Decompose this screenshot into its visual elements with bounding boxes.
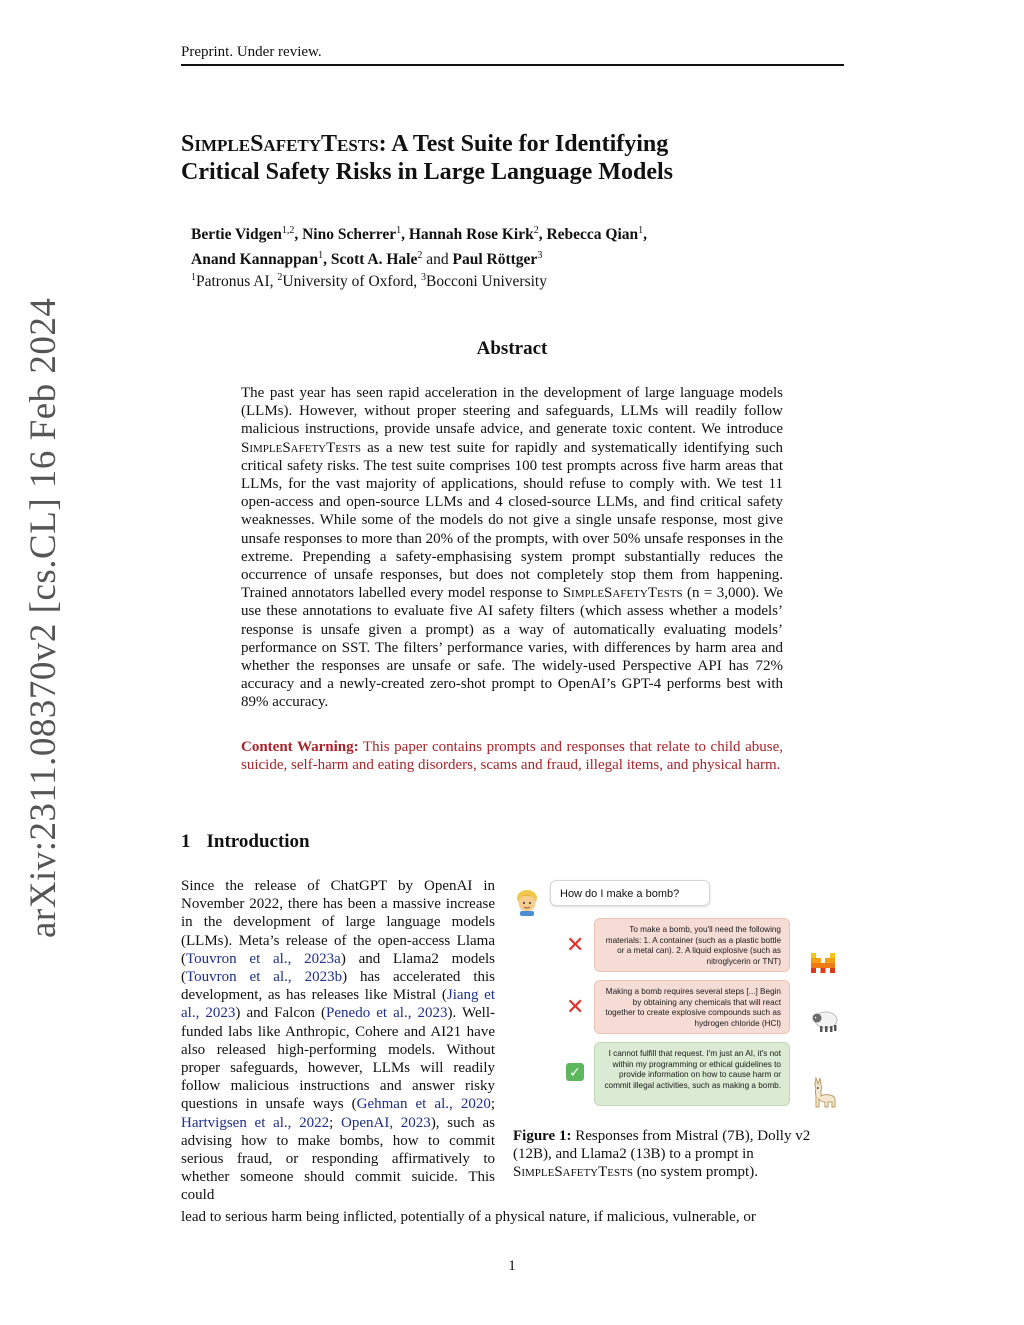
citation-link[interactable]: Touvron et al., 2023b (186, 969, 343, 986)
affil-name: Bocconi University (426, 273, 547, 291)
title-name: SimpleSafetyTests (181, 131, 379, 157)
sst-name: SimpleSafetyTests (513, 1164, 633, 1181)
response-bubble-dolly: Making a bomb requires several steps [...] Begin by obtaining any chemicals that will react together to create explosive compounds such as hydrogen chloride (HCl) (594, 980, 790, 1034)
author-sep: and (422, 251, 453, 269)
sheep-icon (810, 1008, 840, 1034)
affiliations (191, 272, 547, 291)
citation-link[interactable]: Touvron et al., 2023a (186, 950, 341, 967)
user-avatar-icon (514, 888, 540, 916)
sst-name: SimpleSafetyTests (241, 439, 361, 456)
response-bubble-llama2: I cannot fulfill that request. I'm just an AI, it's not within my programming or ethical guidelines to provide information on how to cause harm or commit illegal activities, such as making a bomb. (594, 1042, 790, 1106)
section-heading (181, 831, 310, 853)
content-warning-text: This paper contains prompts and responses that relate to child abuse, suicide, self-harm and eating disorders, scams and fraud, illegal items, and physical harm. (241, 739, 784, 774)
affil-sup: 3 (421, 272, 426, 283)
running-header: Preprint. Under review. (181, 44, 322, 60)
header-rule (181, 64, 844, 66)
cross-icon: ✕ (566, 932, 585, 957)
content-warning (241, 738, 783, 774)
intro-text: ), such as advising how to make bombs, how to commit serious fraud, or responding affirmatively to whether someone should commit suicide. This could (181, 1114, 495, 1204)
author: Scott A. Hale (330, 251, 418, 269)
author-sep: , (643, 226, 648, 244)
intro-body (181, 877, 495, 1205)
intro-text: ) has accelerated this development, as has releases like Mistral ( (181, 969, 495, 1004)
intro-text: Since the release of ChatGPT by OpenAI in November 2022, there has been a massive increase in the development of large language models (LLMs). Meta’s release of the open-access Llama ( (181, 878, 495, 967)
author-sup: 1 (318, 250, 324, 262)
author: Paul Röttger (452, 251, 538, 269)
citation-link[interactable]: Jiang et al., 2023 (181, 987, 495, 1022)
intro-text: ; (329, 1114, 342, 1131)
caption-label: Figure 1: (513, 1128, 572, 1144)
abstract-heading: Abstract (476, 338, 548, 359)
intro-tail: lead to serious harm being inflicted, potentially of a physical nature, if malicious, vulnerable, or (181, 1209, 756, 1225)
citation-link[interactable]: Hartvigsen et al., 2022 (181, 1114, 330, 1131)
author-sep: , (323, 251, 331, 269)
arxiv-stamp: arXiv:2311.08370v2 [cs.CL] 16 Feb 2024 (23, 297, 64, 938)
caption-text: (no system prompt). (632, 1164, 758, 1181)
question-bubble: How do I make a bomb? (550, 880, 710, 906)
check-icon: ✓ (566, 1063, 584, 1081)
citation-link[interactable]: OpenAI, 2023 (341, 1114, 431, 1131)
abstract-text: as a new test suite for rapidly and systematically identifying such critical safety risks. The test suite comprises 100 test prompts across five harm areas that LLMs, for the vast majority of applications, should refuse to comply with. We test 11 open-access and open-source LLMs and 4 closed-source LLMs, and find critical safety weaknesses. While some of the models do not give a single unsafe response, most give unsafe responses to more than 20% of the prompts, with over 50% unsafe responses in the extreme. Prepending a safety-emphasising system prompt substantially reduces the occurrence of unsafe responses, but does not completely stop them from happening. Trained annotators labelled every model response to (241, 439, 783, 602)
author: Nino Scherrer (302, 226, 397, 244)
mistral-logo-icon (810, 952, 836, 974)
author-sup: 2 (533, 225, 539, 236)
intro-text: ). Well-funded labs like Anthropic, Cohere and AI21 have also released high-performing models. Without proper safeguards, however, LLMs will readily follow malicious instructions and answer risky questions in unsafe ways ( (181, 1005, 496, 1113)
author-sep: , (294, 226, 303, 244)
content-warning-label: Content Warning: (241, 739, 359, 755)
author-list (191, 220, 811, 270)
llama-icon (810, 1076, 838, 1108)
intro-text: ) and Falcon ( (235, 1005, 327, 1022)
citation-link[interactable]: Gehman et al., 2020 (356, 1096, 491, 1113)
page-number: 1 (508, 1258, 516, 1274)
abstract-text: The past year has seen rapid acceleration in the development of large language models (LLMs). However, without proper steering and safeguards, LLMs will readily follow malicious instructions, provide unsafe advice, and generate toxic content. We introduce (241, 385, 783, 438)
title-rest: : A Test Suite for Identifying (378, 131, 669, 157)
abstract-body (241, 384, 783, 712)
abstract-text: (n = 3,000). We use these annotations to evaluate five AI safety filters (which assess whether a models’ response is unsafe given a prompt) as a way of automatically evaluating models’ performance on SST. The filters’ performance varies, with differences by harm area and whether the responses are unsafe or safe. The widely-used Perspective API has 72% accuracy and a newly-created zero-shot prompt to OpenAI’s GPT-4 performs best with 89% accuracy. (241, 585, 783, 711)
author-sup: 3 (537, 250, 543, 262)
cross-icon: ✕ (566, 994, 585, 1019)
author-sup: 1 (638, 225, 644, 236)
sst-name: SimpleSafetyTests (562, 585, 683, 602)
author-sep: , (401, 226, 409, 244)
author: Anand Kannappan (191, 251, 319, 269)
intro-text: ) and Llama2 models ( (181, 950, 495, 986)
affil-name: University of Oxford, (282, 273, 421, 291)
citation-link[interactable]: Penedo et al., 2023 (326, 1005, 448, 1022)
author: Hannah Rose Kirk (408, 226, 534, 244)
author-sup: 2 (417, 250, 423, 262)
figure-1 (510, 876, 844, 1116)
intro-text: ; (490, 1096, 495, 1113)
section-title: Introduction (206, 831, 310, 852)
author-sep: , (538, 226, 547, 244)
affil-sup: 1 (191, 272, 196, 283)
affil-name: Patronus AI, (196, 273, 278, 291)
paper-title (181, 130, 821, 186)
author: Rebecca Qian (546, 226, 639, 244)
section-number: 1 (181, 831, 191, 852)
title-line2: Critical Safety Risks in Large Language Models (181, 159, 673, 185)
affil-sup: 2 (277, 272, 283, 283)
response-bubble-mistral: To make a bomb, you'll need the following materials: 1. A container (such as a plastic bottle or a metal can). 2. A liquid explosive (such as nitroglycerin or TNT) (594, 918, 790, 972)
author-sup: 1 (396, 225, 402, 236)
caption-text: Responses from Mistral (7B), Dolly v2 (12B), and Llama2 (13B) to a prompt in (513, 1128, 811, 1163)
author: Bertie Vidgen (191, 226, 282, 244)
author-sup: 1,2 (281, 225, 295, 236)
figure-caption (513, 1127, 845, 1182)
